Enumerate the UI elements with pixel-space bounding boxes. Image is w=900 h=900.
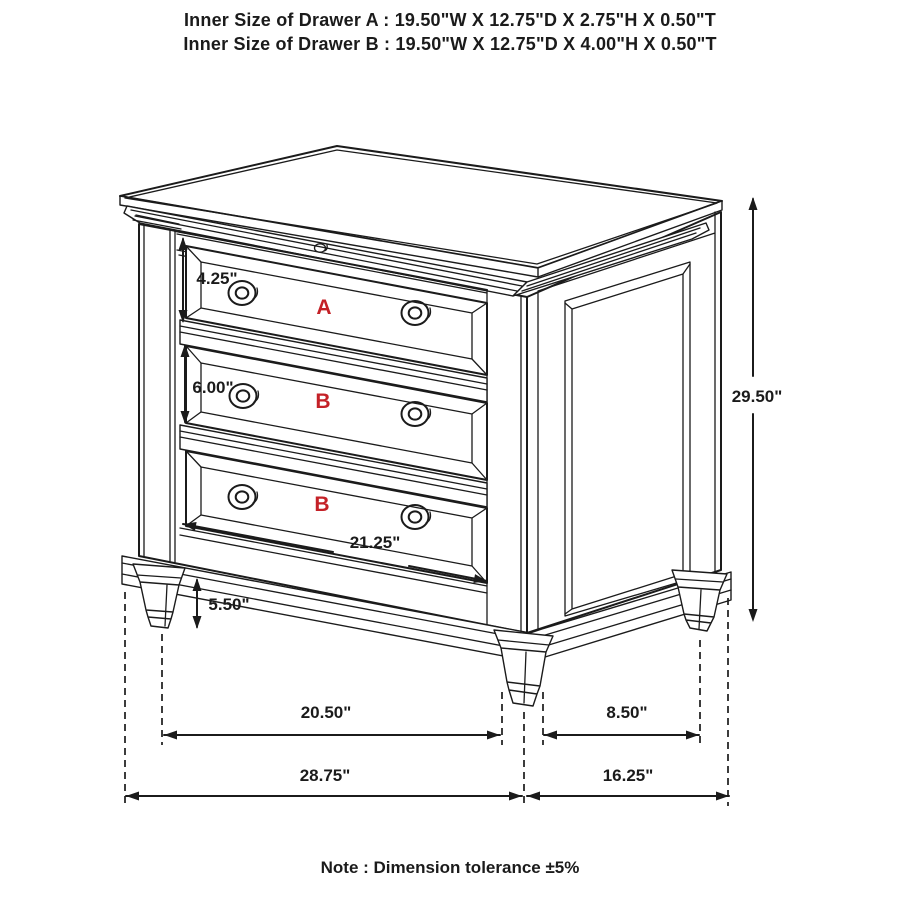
- arrowhead: [164, 731, 177, 740]
- dim-label-side-leg-span: 8.50": [606, 703, 648, 722]
- dim-label-drawer-inner-width: 21.25": [349, 533, 401, 552]
- dim-label-front-leg-span: 20.50": [300, 703, 352, 722]
- dim-overall-depth: [527, 766, 729, 801]
- arrowhead: [716, 792, 729, 801]
- arrowhead: [509, 792, 522, 801]
- arrowhead: [487, 731, 500, 740]
- dim-label-drawer-b-height: 6.00": [192, 378, 234, 397]
- dim-side-leg-span: [544, 703, 699, 740]
- drawer-a-size-text: Inner Size of Drawer A : 19.50"W X 12.75"D X 2.75"H X 0.50"T: [183, 10, 716, 30]
- drawer-b-size-text: Inner Size of Drawer B : 19.50"W X 12.75"D X 4.00"H X 0.50"T: [183, 34, 717, 54]
- tolerance-note: Note : Dimension tolerance ±5%: [320, 858, 580, 877]
- arrowhead: [686, 731, 699, 740]
- drawer-label-b-middle: B: [315, 390, 331, 413]
- arrowhead: [193, 616, 202, 629]
- dim-overall-height: [732, 197, 783, 622]
- dim-label-overall-height: 29.50": [731, 387, 783, 406]
- dim-label-leg-height: 5.50": [208, 595, 250, 614]
- arrowhead: [544, 731, 557, 740]
- arrowhead: [527, 792, 540, 801]
- arrowhead: [749, 609, 758, 622]
- front-left-leg: [133, 564, 185, 628]
- dim-label-overall-depth: 16.25": [602, 766, 654, 785]
- arrowhead: [126, 792, 139, 801]
- dim-front-leg-span: [164, 703, 500, 740]
- dim-label-overall-width: 28.75": [299, 766, 351, 785]
- dim-label-drawer-a-height: 4.25": [196, 269, 238, 288]
- drawer-label-b-bottom: B: [314, 493, 330, 516]
- dim-overall-width: [126, 766, 522, 801]
- arrowhead: [749, 197, 758, 210]
- drawer-label-a: A: [316, 296, 332, 319]
